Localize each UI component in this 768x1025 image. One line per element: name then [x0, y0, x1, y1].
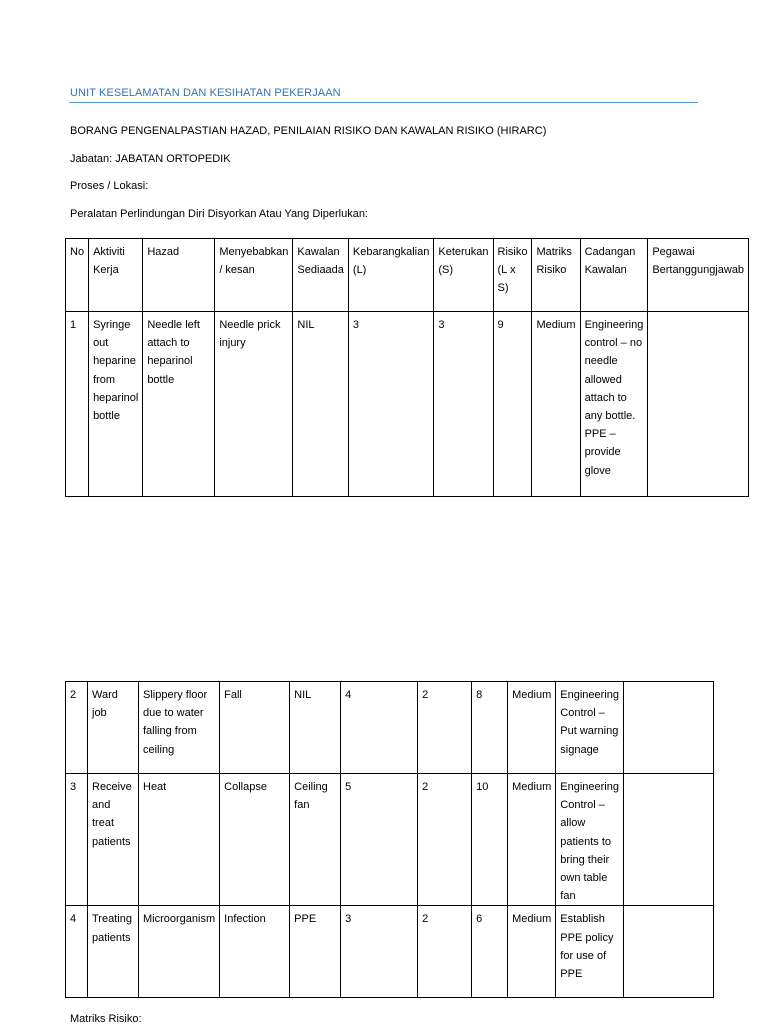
cell-hazard: Microorganism: [139, 906, 220, 998]
col-header-hazard: Hazad: [143, 239, 215, 312]
table-row: [66, 682, 714, 774]
cell-proposed-control: Engineering Control – allow patients to bring their own table fan: [556, 774, 624, 906]
col-header-severity: Keterukan (S): [434, 239, 493, 312]
cell-hazard: Needle left attach to heparinol bottle: [143, 312, 215, 497]
col-header-no: No: [66, 239, 89, 312]
cell-no: 2: [66, 682, 88, 774]
cell-proposed-control: Engineering control – no needle allowed attach to any bottle. PPE – provide glove: [580, 312, 648, 497]
cell-activity: Receive and treat patients: [88, 774, 139, 906]
col-header-likelihood: Kebarangkalian (L): [348, 239, 433, 312]
cell-responsible-officer: [623, 774, 713, 906]
cell-responsible-officer: [648, 312, 749, 497]
table-row: [66, 774, 714, 906]
cell-risk: 6: [472, 906, 508, 998]
cell-responsible-officer: [623, 906, 713, 998]
col-header-risk: Risiko (L x S): [493, 239, 532, 312]
cell-risk-matrix: Medium: [532, 312, 580, 497]
col-header-proposed-control: Cadangan Kawalan: [580, 239, 648, 312]
cell-likelihood: 3: [341, 906, 418, 998]
cell-existing-control: NIL: [290, 682, 341, 774]
col-header-responsible-officer: Pegawai Bertanggungjawab: [648, 239, 749, 312]
cell-severity: 2: [418, 682, 472, 774]
cell-hazard: Heat: [139, 774, 220, 906]
cell-effect: Collapse: [220, 774, 290, 906]
cell-risk-matrix: Medium: [508, 774, 556, 906]
cell-severity: 2: [418, 774, 472, 906]
table-row: [66, 906, 714, 998]
cell-risk-matrix: Medium: [508, 906, 556, 998]
form-title: BORANG PENGENALPASTIAN HAZAD, PENILAIAN RISIKO DAN KAWALAN RISIKO (HIRARC): [70, 125, 547, 137]
cell-activity: Ward job: [88, 682, 139, 774]
cell-likelihood: 4: [341, 682, 418, 774]
col-header-effect: Menyebabkan / kesan: [215, 239, 293, 312]
cell-proposed-control: Establish PPE policy for use of PPE: [556, 906, 624, 998]
cell-no: 3: [66, 774, 88, 906]
col-header-activity: Aktiviti Kerja: [89, 239, 143, 312]
cell-effect: Needle prick injury: [215, 312, 293, 497]
cell-risk: 9: [493, 312, 532, 497]
cell-likelihood: 5: [341, 774, 418, 906]
cell-no: 4: [66, 906, 88, 998]
department-line: Jabatan: JABATAN ORTOPEDIK: [70, 153, 231, 165]
col-header-existing-control: Kawalan Sediaada: [293, 239, 348, 312]
cell-existing-control: PPE: [290, 906, 341, 998]
cell-responsible-officer: [623, 682, 713, 774]
cell-severity: 2: [418, 906, 472, 998]
process-line: Proses / Lokasi:: [70, 180, 149, 192]
cell-proposed-control: Engineering Control – Put warning signage: [556, 682, 624, 774]
cell-risk-matrix: Medium: [508, 682, 556, 774]
table-header-row: [66, 239, 749, 312]
cell-effect: Fall: [220, 682, 290, 774]
hirarc-table-page2: [65, 681, 714, 998]
cell-hazard: Slippery floor due to water falling from ceiling: [139, 682, 220, 774]
cell-existing-control: Ceiling fan: [290, 774, 341, 906]
cell-no: 1: [66, 312, 89, 497]
hirarc-table-page1: [65, 238, 749, 497]
header-divider: [69, 102, 698, 103]
cell-severity: 3: [434, 312, 493, 497]
cell-activity: Syringe out heparine from heparinol bottle: [89, 312, 143, 497]
cell-existing-control: NIL: [293, 312, 348, 497]
cell-risk: 8: [472, 682, 508, 774]
risk-matrix-label: Matriks Risiko:: [70, 1013, 142, 1025]
cell-activity: Treating patients: [88, 906, 139, 998]
cell-risk: 10: [472, 774, 508, 906]
ppe-line: Peralatan Perlindungan Diri Disyorkan Atau Yang Diperlukan:: [70, 208, 368, 220]
col-header-risk-matrix: Matriks Risiko: [532, 239, 580, 312]
table-row: [66, 312, 749, 497]
unit-title: UNIT KESELAMATAN DAN KESIHATAN PEKERJAAN: [70, 87, 341, 99]
cell-likelihood: 3: [348, 312, 433, 497]
cell-effect: Infection: [220, 906, 290, 998]
